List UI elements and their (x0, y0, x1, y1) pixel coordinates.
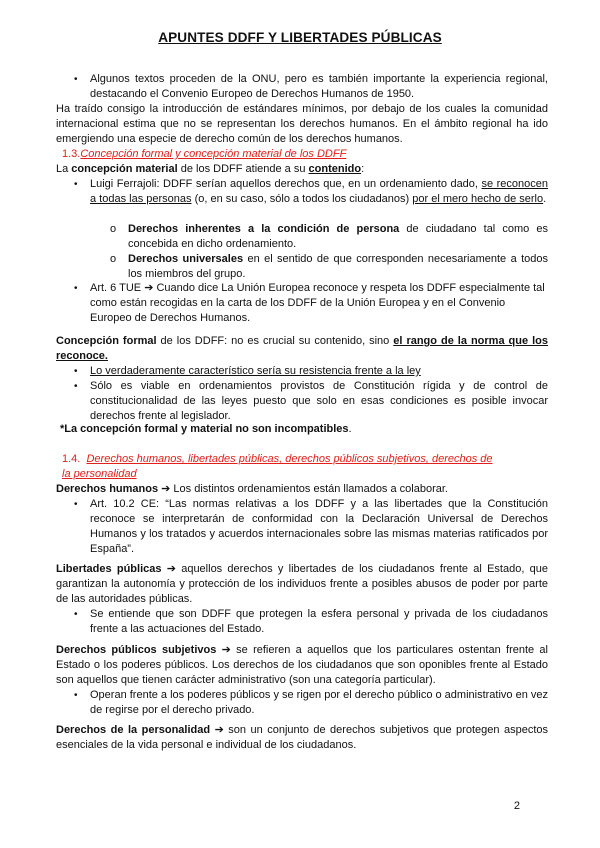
art10-bullet: Art. 10.2 CE: “Las normas relativas a los DDFF y a las libertades que la Constitución reconoce se interpretarán de conformidad con la Declaración Universal de Derechos Humanos y los tratados y acuerdos internacionales sobre las mismas materias ratificados por España”. (90, 498, 548, 555)
formal-concept (56, 334, 548, 364)
formal-mid: de los DDFF: no es crucial su contenido, sino (156, 335, 394, 347)
ferrajoli-underline-2: por el mero hecho de serlo (412, 193, 544, 205)
formal-rango: el rango de la norma que los reconoce. (56, 335, 548, 362)
sub-item-bold: Derechos universales (128, 253, 244, 265)
ferrajoli-underline-1: se reconocen a todas las personas (90, 178, 549, 205)
section-13-number: 1.3. (62, 148, 81, 160)
lp-bullet: Se entiende que son DDFF que protegen la esfera personal y privada de los ciudadanos frente a las actuaciones del Estado. (90, 608, 548, 635)
bullet-dot: • (74, 381, 78, 392)
dp-bold: Derechos de la personalidad (56, 724, 211, 736)
dps-bullet: Operan frente a los poderes públicos y se rigen por el derecho público o administrativo en vez de regirse por el derecho privado. (90, 689, 548, 716)
section-14-number: 1.4. (62, 453, 81, 465)
sub-item-rest: en el sentido de que corresponden necesariamente a todos los miembros del grupo. (128, 253, 548, 280)
section-14-title: Derechos humanos, libertades públicas, derechos públicos subjetivos, derechos de la personalidad (62, 453, 493, 480)
formal-bullet-1: Lo verdaderamente característico sería su resistencia frente a la ley (90, 365, 421, 377)
bullet-dot: • (74, 499, 78, 510)
lp-rest: ➔ aquellos derechos y libertades de los ciudadanos frente al Estado, que garantizan la autonomía y protección de los individuos frente a posibles abusos de poder por parte de las autoridades públicas. (56, 563, 548, 605)
material-contenido: contenido (308, 163, 362, 175)
material-intro (56, 162, 548, 177)
section-14-heading (62, 452, 502, 482)
material-end: : (361, 163, 365, 175)
compatibility-note (60, 422, 548, 437)
dps-bold: Derechos públicos subjetivos (56, 644, 217, 656)
material-bold: concepción material (71, 163, 178, 175)
page-number: 2 (513, 800, 520, 812)
note-end: . (348, 423, 352, 435)
sub-bullet: o (110, 253, 117, 265)
dh-bold: Derechos humanos (56, 483, 159, 495)
bullet-dot: • (74, 74, 78, 85)
onu-bullet-text: Algunos textos proceden de la ONU, pero es también importante la experiencia regional, destacando el Convenio Europeo de Derechos Humanos de 1950. (90, 73, 548, 100)
derechos-humanos (56, 482, 548, 497)
section-13-heading (62, 147, 542, 162)
section-13-title: Concepción formal y concepción material de los DDFF (80, 148, 347, 160)
note-bold: *La concepción formal y material no son incompatibles (60, 423, 349, 435)
derechos-publicos-subjetivos (56, 643, 548, 688)
ferrajoli-bullet (90, 177, 548, 207)
lp-bold: Libertades públicas (56, 563, 162, 575)
ferrajoli-end: . (543, 193, 547, 205)
bullet-dot: • (74, 690, 78, 701)
sub-item-universales (128, 252, 548, 282)
intro-paragraph: Ha traído consigo la introducción de estándares mínimos, por debajo de los cuales la comunidad internacional estima que no se representan los derechos humanos. En el ámbito regional ha ido emergiendo una especie de derecho común de los derechos humanos. (56, 103, 548, 145)
sub-item-inherentes (128, 222, 548, 252)
sub-bullet: o (110, 223, 117, 235)
art6-tue-bullet: Art. 6 TUE ➔ Cuando dice La Unión Europea reconoce y respeta los DDFF especialmente tal como están recogidas en la carta de los DDFF de la Unión Europea y en el Convenio Europeo de Derechos Humanos. (90, 282, 545, 324)
bullet-dot: • (74, 366, 78, 377)
dps-rest: ➔ se refieren a aquellos que los particulares ostentan frente al Estado o los poderes públicos. Los derechos de los ciudadanos que son oponibles frente al Estado son aquellos que tienen carácter administrativo (son una categoría particular). (56, 644, 548, 686)
derechos-personalidad (56, 723, 548, 753)
sub-item-bold: Derechos inherentes a la condición de persona (128, 223, 400, 235)
ferrajoli-lead: Luigi Ferrajoli: DDFF serían aquellos derechos que, en un ordenamiento dado, (90, 178, 482, 190)
dp-rest: ➔ son un conjunto de derechos subjetivos que protegen aspectos esenciales de la vida personal e individual de los ciudadanos. (56, 724, 549, 751)
material-prefix: La (56, 163, 72, 175)
libertades-publicas (56, 562, 548, 607)
material-mid: de los DDFF atiende a su (177, 163, 309, 175)
page-title: APUNTES DDFF Y LIBERTADES PÚBLICAS (158, 30, 442, 45)
bullet-dot: • (74, 179, 78, 190)
bullet-dot: • (74, 283, 78, 294)
formal-bold: Concepción formal (56, 335, 157, 347)
bullet-dot: • (74, 609, 78, 620)
ferrajoli-mid: (o, en su caso, sólo a todos los ciudadanos) (191, 193, 413, 205)
formal-bullet-2: Sólo es viable en ordenamientos provistos de Constitución rígida y de control de constitucionalidad de las leyes puesto que solo en esas condiciones es posible invocar derechos frente al legislador. (90, 380, 548, 422)
dh-rest: ➔ Los distintos ordenamientos están llamados a colaborar. (158, 483, 448, 495)
sub-item-rest: de ciudadano tal como es concebida en dicho ordenamiento. (128, 223, 548, 250)
